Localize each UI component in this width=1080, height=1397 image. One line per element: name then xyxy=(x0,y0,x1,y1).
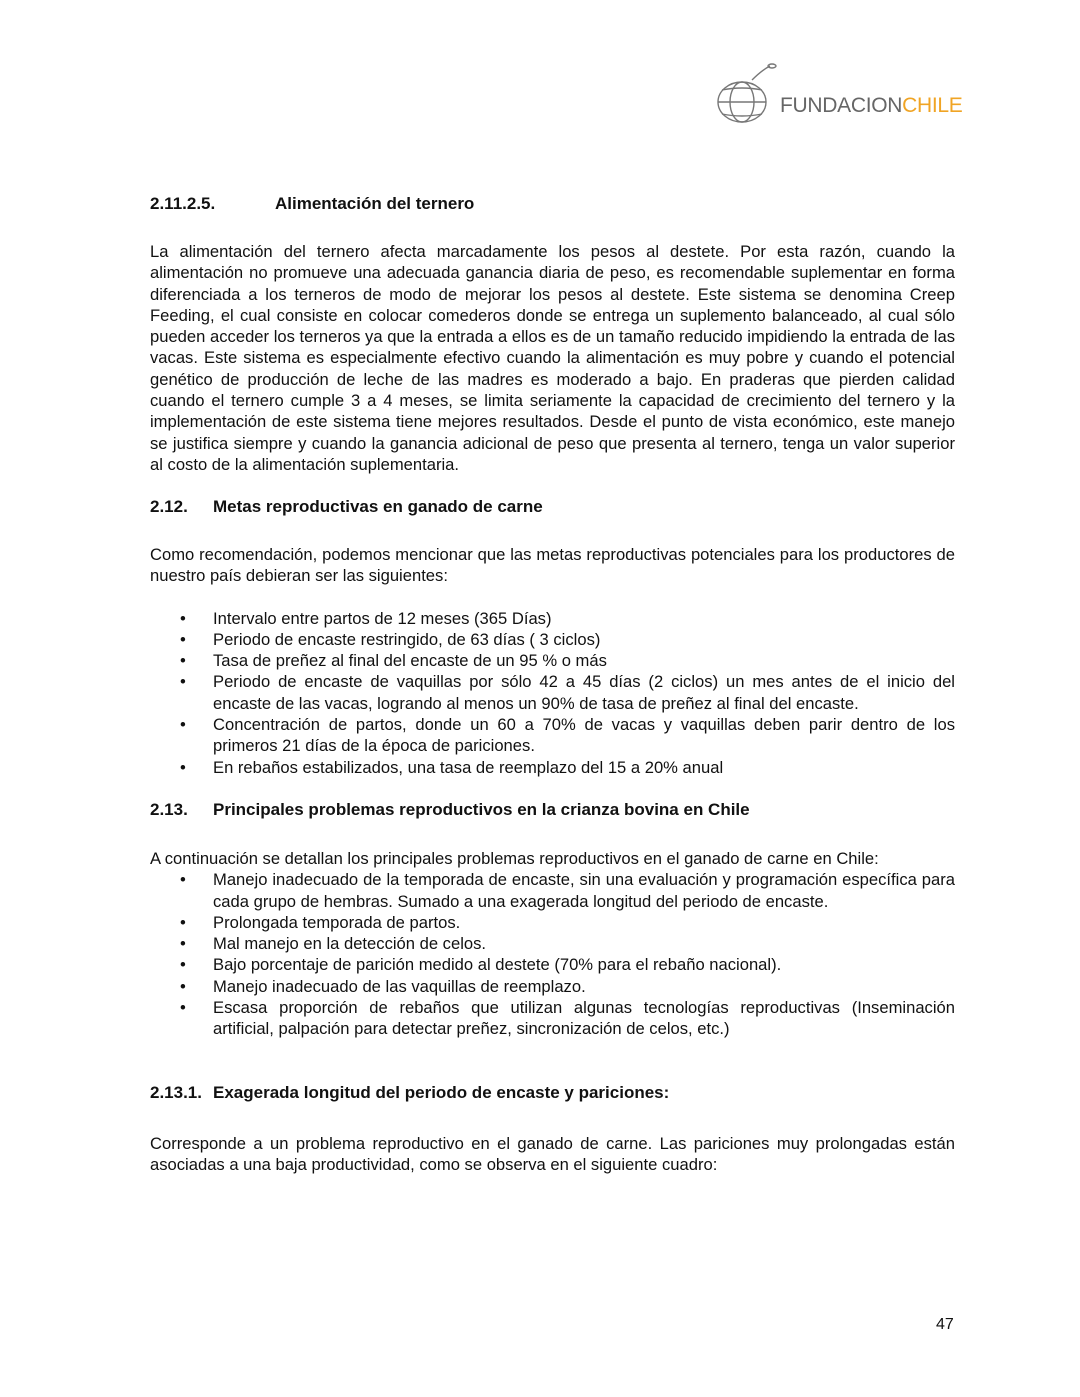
section-paragraph: La alimentación del ternero afecta marcadamente los pesos al destete. Por esta razón, cuando la alimentación no promueve una adecuada ganancia diaria de peso, es recomendable suplementar en forma diferenciada a los terneros de modo de mejorar los pesos al destete. Este sistema se denomina Creep Feeding, el cual consiste en colocar comederos donde se entrega un suplemento balanceado, al cual sólo pueden acceder los terneros ya que la entrada a ellos es de un tamaño reducido impidiendo la entrada de las vacas. Este sistema es especialmente efectivo cuando la alimentación es muy pobre y cuando el potencial genético de producción de leche de las madres es moderado a bajo. En praderas que pierden calidad cuando el ternero cumple 3 a 4 meses, se limita seriamente la capacidad de crecimiento del ternero y la implementación de este sistema tiene mejores resultados. Desde el punto de vista económico, este manejo se justifica siempre y cuando la ganancia adicional de peso que presenta al ternero, tenga un valor superior al costo de la alimentación suplementaria. xyxy=(150,242,955,474)
fundacion-chile-logo xyxy=(712,60,962,130)
list-item: • Manejo inadecuado de la temporada de encaste, sin una evaluación y programación específica para cada grupo de hembras. Sumado a una exagerada longitud del periodo de encaste. xyxy=(150,869,955,912)
list-item: • En rebaños estabilizados, una tasa de reemplazo del 15 a 20% anual xyxy=(150,757,955,778)
list-item: • Intervalo entre partos de 12 meses (365 Días) xyxy=(150,608,955,629)
logo-text: FUNDACIONCHILE xyxy=(780,94,963,117)
bullet-list xyxy=(150,608,955,778)
section-heading: 2.13. Principales problemas reproductivos en la crianza bovina en Chile xyxy=(150,800,750,819)
list-item: • Manejo inadecuado de las vaquillas de reemplazo. xyxy=(150,976,955,997)
list-item: • Periodo de encaste restringido, de 63 días ( 3 ciclos) xyxy=(150,629,955,650)
section-body: Como recomendación, podemos mencionar que las metas reproductivas potenciales para los productores de nuestro país debieran ser las siguientes: • Intervalo entre partos de 12 meses (365 Días) • Periodo de encaste restringido, de 63 días ( 3 ciclos) • Tasa de preñez al final del encaste de un 95 % o más • Periodo de encaste de vaquillas por sólo 42 a 45 días (2 ciclos) un mes antes de el inicio del encaste de las vacas, logrando al menos un 90% de tasa de preñez al final del encaste. • Concentración de partos, donde un 60 a 70% de vacas y vaquillas deben parir dentro de los primeros 21 días de la época de pariciones. • En rebaños estabilizados, una tasa de reemplazo del 15 a 20% anual xyxy=(150,544,955,778)
list-item: • Escasa proporción de rebaños que utilizan algunas tecnologías reproductivas (Inseminación artificial, palpación para detectar preñez, sincronización de celos, etc.) xyxy=(150,997,955,1040)
page-number: 47 xyxy=(936,1316,954,1333)
section-paragraph: Corresponde a un problema reproductivo en el ganado de carne. Las pariciones muy prolongadas están asociadas a una baja productividad, como se observa en el siguiente cuadro: xyxy=(150,1134,955,1175)
list-item: • Prolongada temporada de partos. xyxy=(150,912,955,933)
section-body: A continuación se detallan los principales problemas reproductivos en el ganado de carne en Chile: • Manejo inadecuado de la temporada de encaste, sin una evaluación y programación específica para cada grupo de hembras. Sumado a una exagerada longitud del periodo de encaste. • Prolongada temporada de partos. • Mal manejo en la detección de celos. • Bajo porcentaje de parición medido al destete (70% para el rebaño nacional). • Manejo inadecuado de las vaquillas de reemplazo. • Escasa proporción de rebaños que utilizan algunas tecnologías reproductivas (Inseminación artificial, palpación para detectar preñez, sincronización de celos, etc.) xyxy=(150,848,955,1040)
bullet-list xyxy=(150,869,955,1039)
section-heading: 2.11.2.5. Alimentación del ternero xyxy=(150,194,475,213)
list-item: • Bajo porcentaje de parición medido al destete (70% para el rebaño nacional). xyxy=(150,954,955,975)
section-heading: 2.12. Metas reproductivas en ganado de carne xyxy=(150,497,543,516)
globe-icon xyxy=(712,60,782,130)
list-item: • Mal manejo en la detección de celos. xyxy=(150,933,955,954)
list-item: • Concentración de partos, donde un 60 a 70% de vacas y vaquillas deben parir dentro de los primeros 21 días de la época de pariciones. xyxy=(150,714,955,757)
list-item: • Tasa de preñez al final del encaste de un 95 % o más xyxy=(150,650,955,671)
section-heading: 2.13.1. Exagerada longitud del periodo de encaste y pariciones: xyxy=(150,1083,670,1102)
list-item: • Periodo de encaste de vaquillas por sólo 42 a 45 días (2 ciclos) un mes antes de el inicio del encaste de las vacas, logrando al menos un 90% de tasa de preñez al final del encaste. xyxy=(150,671,955,714)
